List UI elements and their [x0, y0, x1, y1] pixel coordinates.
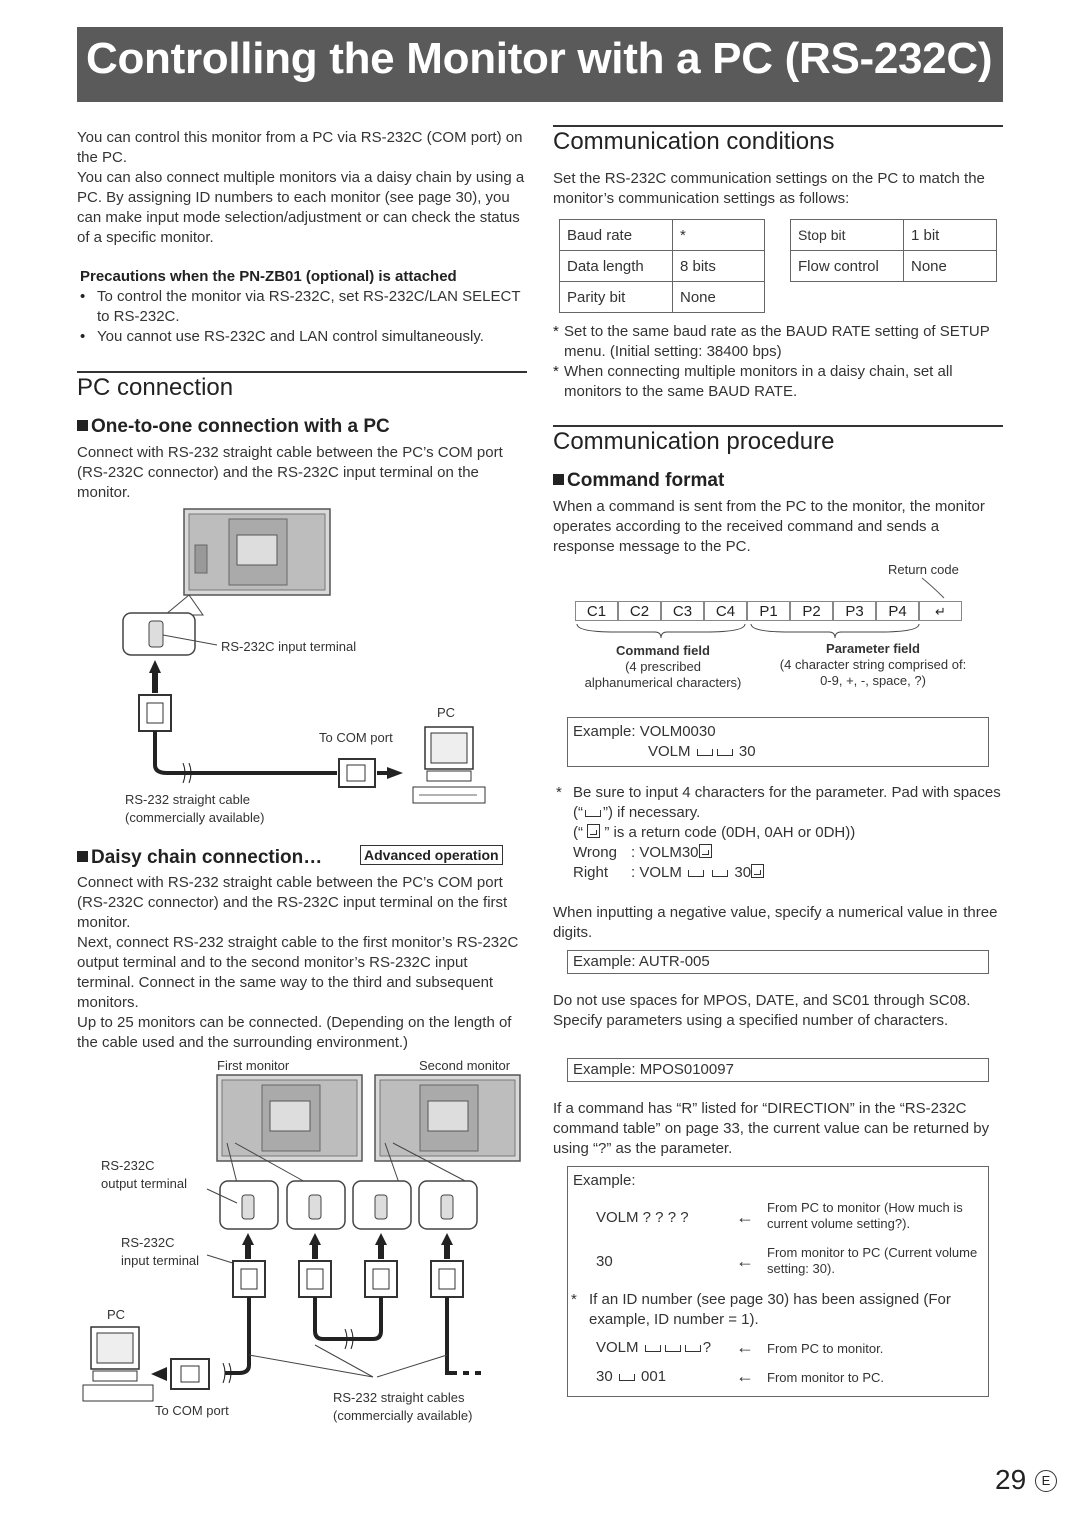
command-format-text: When a command is sent from the PC to the monitor, the monitor operates according to the received command and sends a response message to the PC.: [553, 498, 985, 555]
command-cell: C1: [575, 601, 618, 621]
parameter-field-label: Parameter field (4 character string comprised of: 0-9, +, -, space, ?): [779, 641, 967, 688]
command-cell: C3: [661, 601, 704, 621]
no-spaces-text: Do not use spaces for MPOS, DATE, and SC01 through SC08. Specify parameters using a specified number of characters.: [553, 992, 971, 1029]
svg-text:To COM port: To COM port: [155, 1403, 229, 1418]
precaution-item: • To control the monitor via RS-232C, set RS-232C/LAN SELECT to RS-232C.: [80, 288, 521, 325]
parameter-cell: P1: [747, 601, 790, 621]
example-box-1: Example: VOLM0030 VOLM 30: [567, 717, 989, 767]
precautions-heading: Precautions when the PN-ZB01 (optional) is attached: [80, 268, 457, 285]
example-box-2: Example: AUTR-005: [567, 950, 989, 974]
svg-text:input terminal: input terminal: [121, 1253, 200, 1268]
intro-section: [77, 128, 527, 347]
parameter-note: * Be sure to input 4 characters for the parameter. Pad with spaces (“ ”) if necessary. (“ ” is a return code (0DH, 0AH or 0DH)) Wrong : VOLM30 Right : VOLM 30: [556, 784, 1001, 881]
daisy-pc-icon: [83, 1327, 153, 1401]
com-port-label: To COM port: [319, 730, 393, 745]
parameter-cell: P4: [876, 601, 919, 621]
table-row: Parity bit None: [560, 282, 765, 313]
return-code-cell: ↵: [919, 601, 962, 621]
precaution-item: • You cannot use RS-232C and LAN control simultaneously.: [80, 328, 484, 345]
comm-conditions-heading: Communication conditions: [553, 128, 835, 155]
pc-icon: [413, 727, 485, 803]
divider: [553, 425, 1003, 427]
divider: [77, 371, 527, 373]
page-title-bar: [77, 27, 1003, 102]
svg-text:RS-232C: RS-232C: [101, 1158, 155, 1173]
table-row: Flow control None: [791, 251, 997, 282]
table-row: Stop bit 1 bit: [791, 220, 997, 251]
straight-cable: [155, 731, 337, 773]
divider: [553, 125, 1003, 127]
svg-text:output terminal: output terminal: [101, 1176, 187, 1191]
one-to-one-heading: One-to-one connection with a PC: [77, 416, 390, 438]
comm-conditions-table-right: [790, 219, 997, 282]
table-row: Baud rate *: [560, 220, 765, 251]
parameter-cell: P2: [790, 601, 833, 621]
page-title: Controlling the Monitor with a PC (RS-232C): [86, 34, 993, 83]
comm-procedure-heading: Communication procedure: [553, 428, 835, 455]
svg-text:PC: PC: [107, 1307, 126, 1322]
first-monitor: [217, 1075, 362, 1161]
example-box-3: Example: MPOS010097: [567, 1058, 989, 1082]
example-box-4: Example: VOLM ? ? ? ? ← From PC to monitor (How much is current volume setting?). 30 ← From monitor to PC (Current volume setting: 30). * If an ID number (see page 30) has been assigned (For example, ID number = 1). VOLM ? ← From PC to monitor. 30 001 ← From monitor to PC.: [567, 1166, 989, 1397]
comm-conditions-table-left: [559, 219, 765, 313]
negative-value-text: When inputting a negative value, specify a numerical value in three digits.: [553, 904, 998, 941]
second-monitor: [375, 1075, 520, 1161]
page-number: 29: [995, 1464, 1027, 1495]
one-to-one-diagram: [77, 505, 527, 830]
svg-text:RS-232 straight cables: RS-232 straight cables: [333, 1390, 465, 1405]
daisy-text: Connect with RS-232 straight cable between the PC’s COM port (RS-232C connector) and the RS-232C input terminal on the first monitor. Next, connect RS-232 straight cable to the first monitor’s RS-232C output terminal and to the second monitor’s RS-232C input terminal. Connect in the same way to the third and subsequent monitors. Up to 25 monitors can be connected. (Depending on the length of the cable used and the surrounding environment.): [77, 874, 519, 1051]
daisy-chain-heading: Daisy chain connection…: [77, 847, 322, 869]
cable-label: RS-232 straight cable: [125, 792, 251, 807]
first-monitor-label: First monitor: [217, 1058, 290, 1073]
command-cell: C2: [618, 601, 661, 621]
intro-paragraph-2: You can also connect multiple monitors via a daisy chain by using a PC. By assigning ID numbers to each monitor (see page 30), you can make input mode selection/adjustment or can check the status of a specific monitor.: [77, 169, 525, 246]
pc-label: PC: [437, 705, 456, 720]
second-monitor-label: Second monitor: [419, 1058, 511, 1073]
command-format-cells: [575, 601, 962, 621]
rs232c-port-icon: [149, 621, 163, 647]
intro-paragraph-1: You can control this monitor from a PC via RS-232C (COM port) on the PC.: [77, 129, 523, 166]
svg-text:RS-232C: RS-232C: [121, 1235, 175, 1250]
monitor-back: [184, 509, 330, 595]
daisy-chain-diagram: [77, 1055, 527, 1425]
svg-text:(commercially available): (commercially available): [333, 1408, 473, 1423]
parameter-cell: P3: [833, 601, 876, 621]
comm-conditions-text: Set the RS-232C communication settings on the PC to match the monitor’s communication settings as follows:: [553, 170, 985, 207]
input-terminal-label: RS-232C input terminal: [221, 639, 357, 654]
field-braces: [575, 622, 935, 642]
pc-connection-heading: PC connection: [77, 374, 234, 401]
one-to-one-text: Connect with RS-232 straight cable between the PC’s COM port (RS-232C connector) and the RS-232C input terminal on the monitor.: [77, 444, 503, 501]
table-row: Data length 8 bits: [560, 251, 765, 282]
return-code-label: Return code: [888, 562, 959, 577]
language-badge: E: [1035, 1470, 1057, 1492]
comm-conditions-notes: * Set to the same baud rate as the BAUD RATE setting of SETUP menu. (Initial setting: 38400 bps) * When connecting multiple monitors in a daisy chain, set all monitors to the same BAUD RATE.: [553, 323, 990, 400]
command-field-label: Command field (4 prescribed alphanumerical characters): [584, 643, 742, 690]
command-format-heading: Command format: [553, 470, 724, 492]
command-cell: C4: [704, 601, 747, 621]
advanced-operation-badge: Advanced operation: [360, 845, 503, 865]
cable-label-2: (commercially available): [125, 810, 265, 825]
query-text: If a command has “R” listed for “DIRECTION” in the “RS-232C command table” on page 33, the current value can be returned by using “?” as the parameter.: [553, 1100, 990, 1157]
